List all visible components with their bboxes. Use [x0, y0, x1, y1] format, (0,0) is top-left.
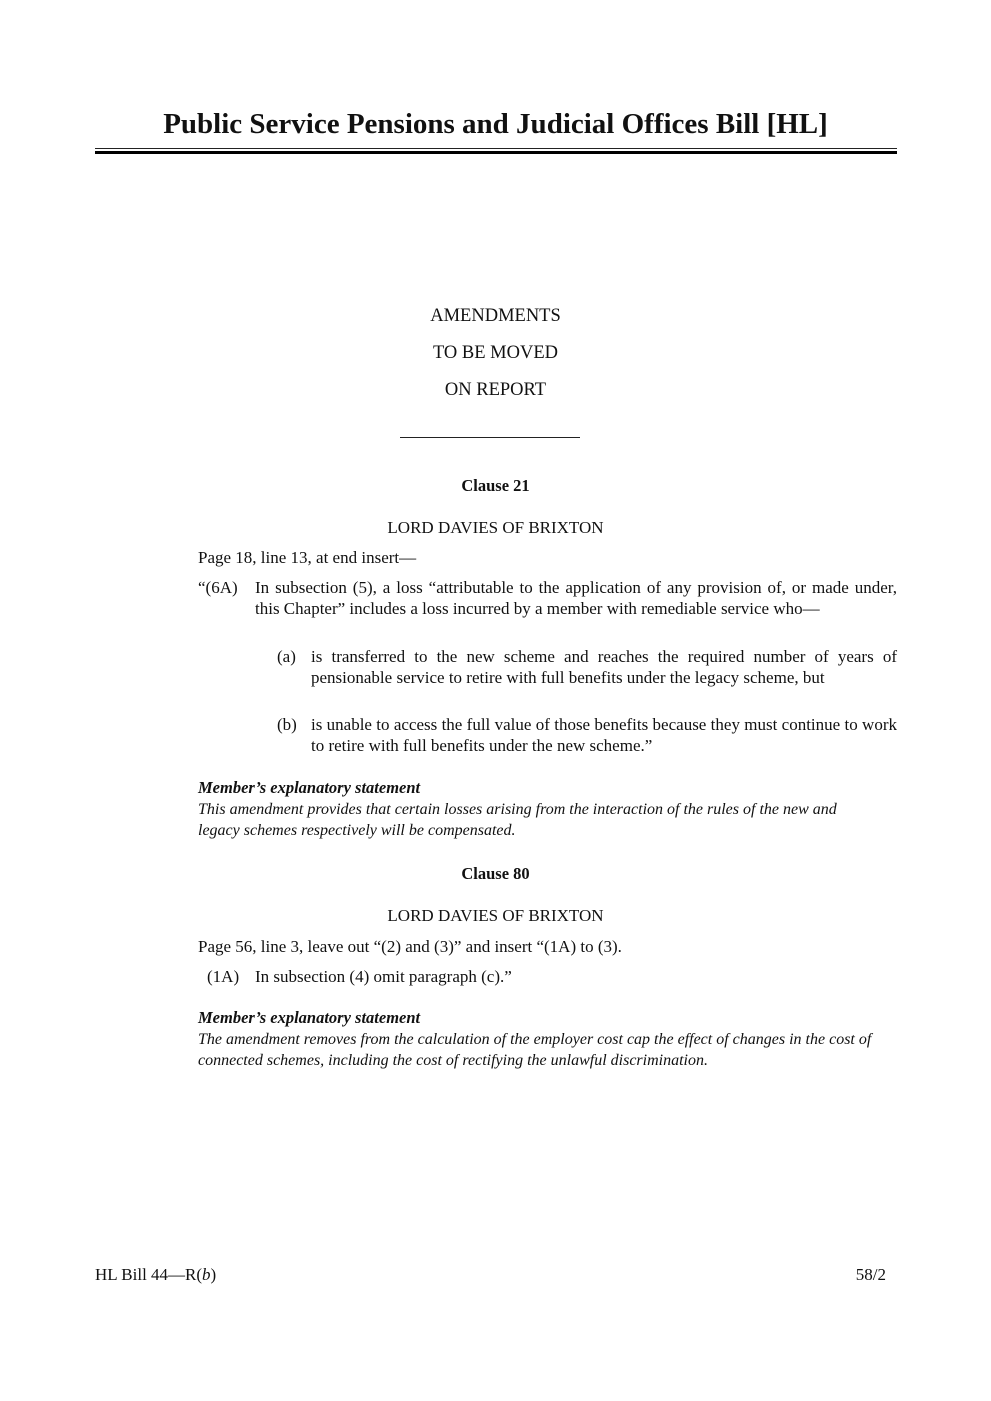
subsection-text: In subsection (4) omit paragraph (c).” — [255, 967, 512, 986]
paragraph-label: (a) — [277, 647, 296, 666]
explanatory-statement-heading: Member’s explanatory statement — [198, 1008, 421, 1027]
document-title: Public Service Pensions and Judicial Offices Bill [HL] — [163, 108, 828, 140]
title-rule-thin — [95, 148, 897, 149]
page-reference: 58/2 — [855, 1265, 886, 1284]
mover-name: LORD DAVIES OF BRIXTON — [387, 906, 604, 925]
explanatory-statement: The amendment removes from the calculation of the employer cost cap the effect of changes in the cost of connected schemes, including the cost of rectifying the unlawful discrimination. — [198, 1031, 872, 1069]
mover-name: LORD DAVIES OF BRIXTON — [387, 518, 604, 537]
paragraph-text: is unable to access the full value of those benefits because they must continue to work to retire with full benefits under the new scheme.” — [311, 715, 897, 755]
subsection-text: In subsection (5), a loss “attributable to the application of any provision of, or made under, this Chapter” includes a loss incurred by a member with remediable service who— — [255, 578, 897, 618]
heading-line-3: ON REPORT — [444, 380, 547, 400]
clause-heading: Clause 80 — [461, 864, 530, 883]
subsection-label: “(6A) — [198, 578, 238, 597]
amendment-instruction: Page 18, line 13, at end insert— — [198, 548, 417, 567]
heading-line-2: TO BE MOVED — [432, 343, 559, 363]
amendment-instruction: Page 56, line 3, leave out “(2) and (3)” and insert “(1A) to (3). — [198, 937, 622, 956]
explanatory-statement: This amendment provides that certain losses arising from the interaction of the rules of the new and legacy schemes respectively will be compensated. — [198, 801, 837, 839]
paragraph-text: is transferred to the new scheme and reaches the required number of years of pensionable service to retire with full benefits under the legacy scheme, but — [311, 647, 897, 687]
heading-line-1: AMENDMENTS — [430, 306, 561, 326]
clause-heading: Clause 21 — [461, 476, 530, 495]
bill-ref-suffix: ) — [210, 1265, 217, 1284]
bill-ref-italic: b — [202, 1265, 211, 1284]
bill-ref-prefix: HL Bill 44—R( — [95, 1265, 203, 1284]
explanatory-statement-heading: Member’s explanatory statement — [198, 778, 421, 797]
title-rule-thick — [95, 151, 897, 154]
bill-reference — [95, 1264, 216, 1285]
paragraph-label: (b) — [277, 715, 297, 734]
heading-divider — [400, 437, 580, 438]
subsection-label: (1A) — [207, 967, 240, 986]
